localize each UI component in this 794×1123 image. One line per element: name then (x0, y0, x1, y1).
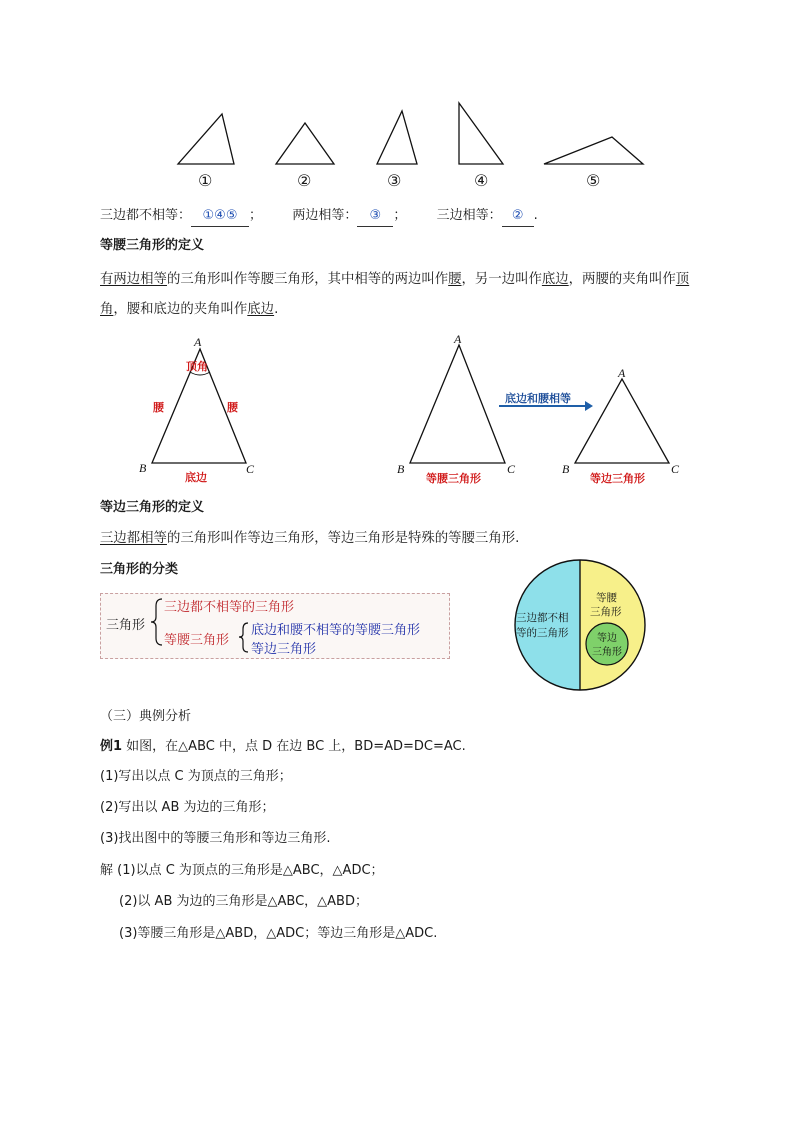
question-3: (3)找出图中的等腰三角形和等边三角形. (100, 831, 331, 846)
text: . (274, 302, 279, 317)
iso-caption: 等腰三角形 (426, 472, 481, 485)
equilateral-def-heading: 等边三角形的定义 (100, 500, 205, 515)
base-label: 底边 (185, 471, 207, 484)
term-apex-2: 角 (100, 302, 114, 317)
term-three-equal-sides: 三边都相等 (100, 531, 167, 546)
equilateral-answer: ② (502, 206, 534, 227)
classification-heading: 三角形的分类 (100, 562, 179, 577)
example-section-heading: （三）典例分析 (100, 709, 192, 724)
scalene-answer: ①④⑤ (191, 206, 249, 227)
example-statement: 如图，在△ABC 中，点 D 在边 BC 上，BD=AD=DC=AC. (122, 739, 466, 754)
term-two-equal-sides: 有两边相等 (100, 272, 167, 287)
example-title (100, 737, 466, 757)
period: . (533, 208, 538, 223)
solution-1-text: (1)以点 C 为顶点的三角形是△ABC，△ADC； (113, 863, 384, 878)
text: ，腰和底边的夹角叫作 (113, 302, 248, 317)
equilateral-label: 三边相等： (436, 208, 502, 223)
class-isosceles: 等腰三角形 (164, 633, 230, 648)
text: 的三角形叫作等边三角形，等边三角形是特殊的等腰三角形. (166, 531, 520, 546)
equi-vertex-B: B (562, 462, 570, 476)
venn-inner (586, 623, 628, 665)
triangle-label-4: ④ (474, 171, 489, 190)
triangle-label-5: ⑤ (586, 171, 601, 190)
triangle-label-1: ① (198, 171, 213, 190)
equi-vertex-A: A (618, 366, 626, 380)
isosceles-def-heading: 等腰三角形的定义 (100, 238, 205, 253)
triangle-label-2: ② (297, 171, 312, 190)
text: 的三角形叫作等腰三角形，其中相等的两边叫作 (166, 272, 449, 287)
equi-vertex-C: C (671, 462, 680, 476)
triangle-label-3: ③ (387, 171, 402, 190)
scalene-label: 三边都不相等： (100, 208, 192, 223)
class-non-equi-isosceles: 底边和腰不相等的等腰三角形 (251, 623, 421, 638)
vertex-C: C (246, 462, 255, 476)
isosceles-answer: ③ (357, 206, 393, 227)
arrow-label: 底边和腰相等 (505, 392, 571, 405)
question-2: (2)写出以 AB 为边的三角形； (100, 800, 275, 815)
vertex-B: B (139, 461, 147, 475)
iso-vertex-A: A (454, 332, 462, 346)
venn-left-line1: 三边都不相 (516, 612, 569, 624)
text: ，另一边叫作 (461, 272, 542, 287)
solution-2: (2)以 AB 为边的三角形是△ABC，△ABD； (119, 894, 368, 909)
venn-left-line2: 等的三角形 (516, 627, 569, 639)
term-apex-1: 顶 (675, 272, 690, 287)
venn-inner-line1: 等边 (597, 633, 617, 644)
class-root: 三角形 (106, 618, 146, 633)
class-equilateral: 等边三角形 (251, 642, 317, 657)
venn-inner-line2: 三角形 (592, 647, 622, 658)
solution-label: 解 (100, 863, 114, 878)
term-base: 底边 (541, 272, 569, 287)
apex-angle-label: 顶角 (186, 360, 208, 373)
term-leg: 腰 (448, 272, 462, 287)
venn-right-line1: 等腰 (596, 592, 617, 604)
isosceles-label: 两边相等： (292, 208, 358, 223)
solution-1 (100, 861, 384, 881)
vertex-A: A (194, 335, 202, 349)
solution-3: (3)等腰三角形是△ABD，△ADC；等边三角形是△ADC. (119, 926, 438, 941)
question-1: (1)写出以点 C 为顶点的三角形； (100, 769, 292, 784)
venn-right-line2: 三角形 (590, 606, 622, 618)
sep: ； (393, 208, 407, 223)
term-base-angle: 底边 (247, 302, 275, 317)
sep: ； (249, 208, 263, 223)
iso-vertex-B: B (397, 462, 405, 476)
equi-caption: 等边三角形 (590, 472, 645, 485)
iso-vertex-C: C (507, 462, 516, 476)
text: ，两腰的夹角叫作 (568, 272, 676, 287)
example-number: 例1 (100, 739, 123, 754)
right-leg-label: 腰 (227, 401, 238, 414)
class-scalene: 三边都不相等的三角形 (164, 600, 295, 615)
left-leg-label: 腰 (153, 401, 164, 414)
